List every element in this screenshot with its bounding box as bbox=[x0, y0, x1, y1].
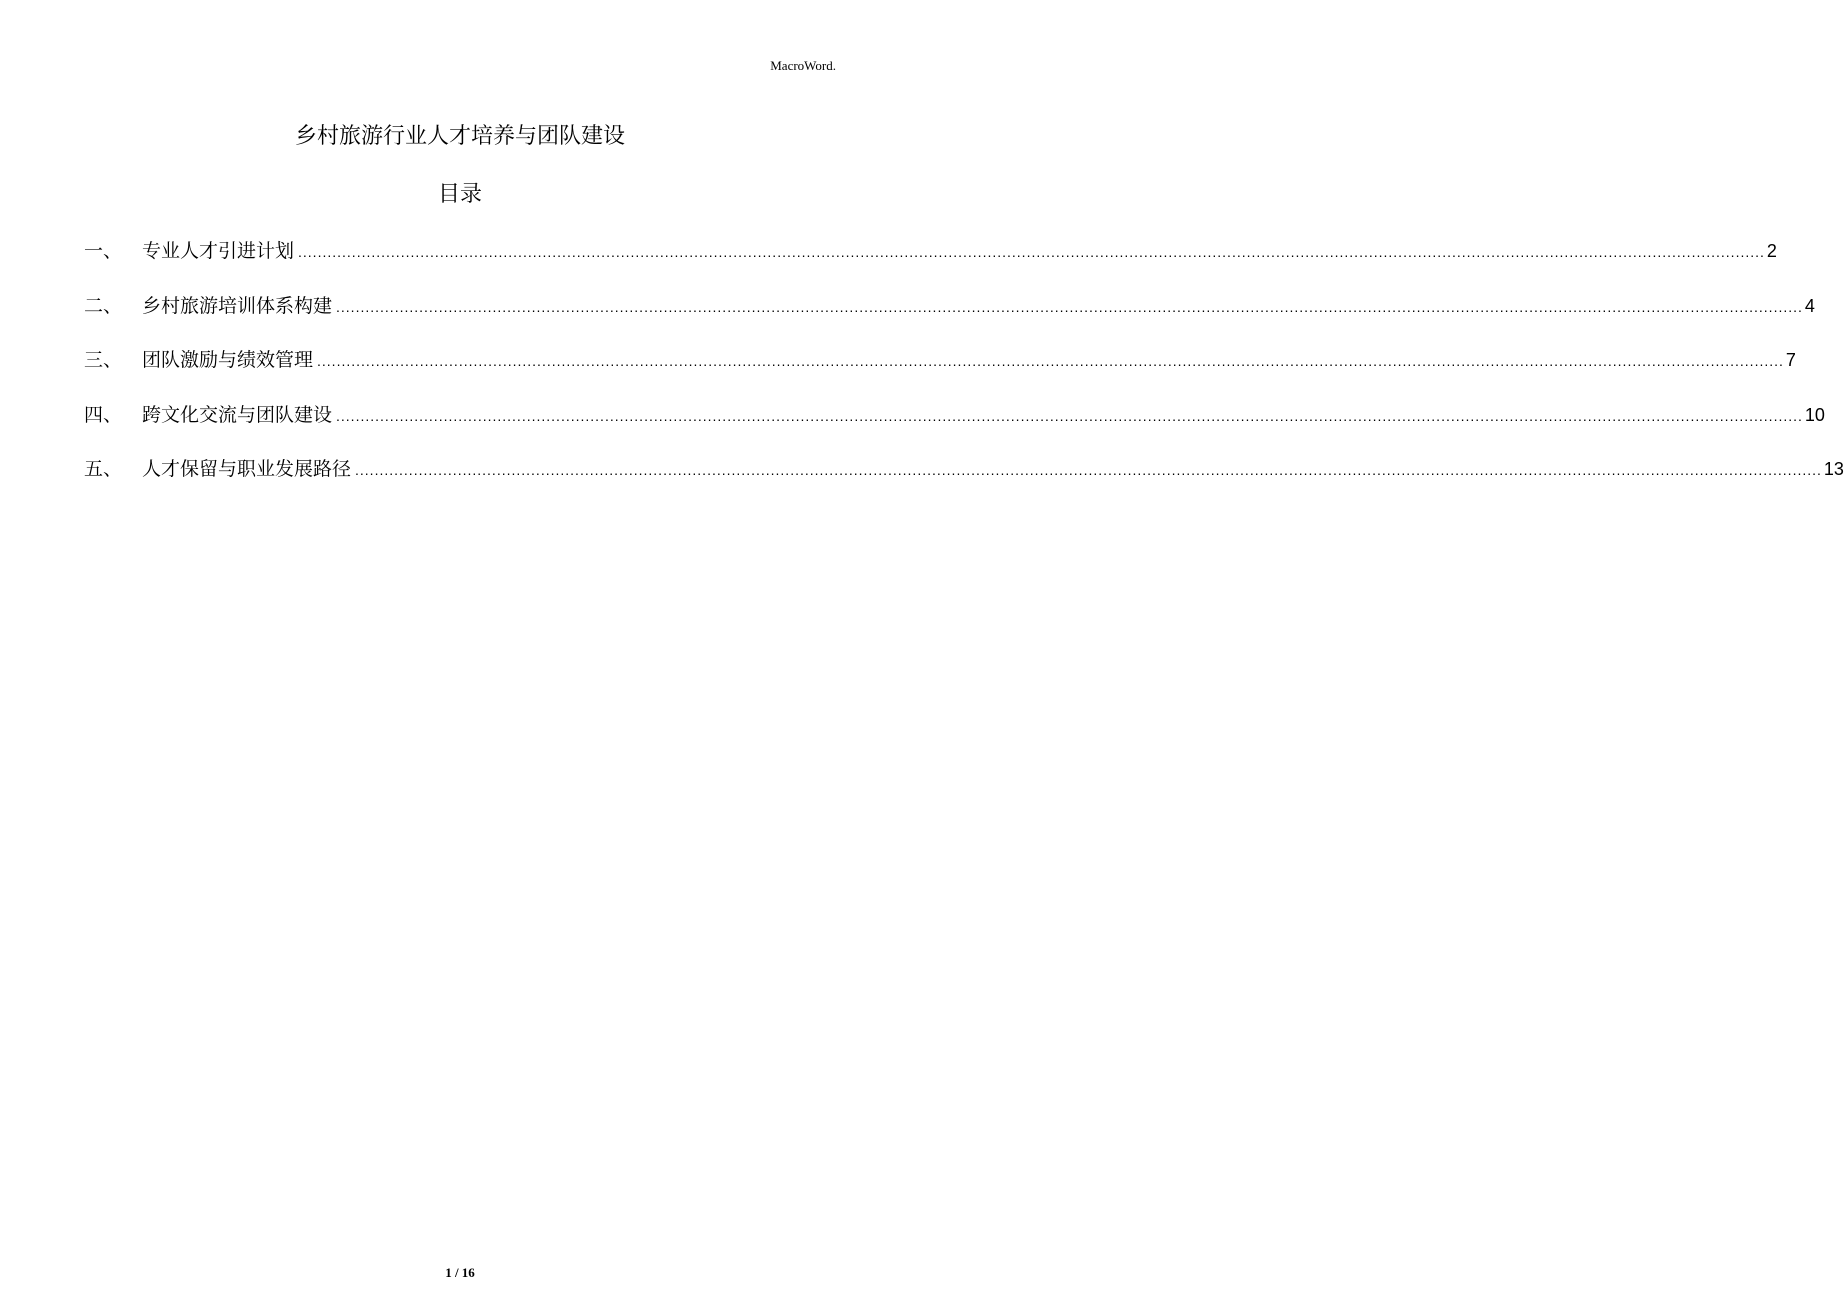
page-header: MacroWord. bbox=[770, 58, 836, 73]
toc-entry-number: 四、 bbox=[84, 403, 123, 426]
toc-entry-number: 二、 bbox=[84, 294, 123, 317]
toc-entry-page: 10 bbox=[1804, 404, 1825, 425]
page-footer: 1 / 16 bbox=[445, 1265, 475, 1280]
document-title: 乡村旅游行业人才培养与团队建设 bbox=[294, 124, 625, 149]
toc-entry-text: 人才保留与职业发展路径 bbox=[142, 458, 352, 480]
toc-entry-text: 跨文化交流与团队建设 bbox=[142, 403, 333, 426]
toc-leader-dots: ............................................................................................................................................................................................................................................................................................................ bbox=[298, 244, 1765, 260]
toc-leader-dots: ............................................................................................................................................................................................................................................................................................................ bbox=[336, 298, 1803, 315]
toc-entry[interactable] bbox=[84, 452, 1844, 507]
table-of-contents bbox=[84, 234, 1844, 507]
toc-entry-text: 专业人才引进计划 bbox=[142, 240, 295, 262]
toc-title: 目录 bbox=[437, 182, 482, 207]
toc-entry-number: 三、 bbox=[84, 349, 123, 371]
toc-entry-number: 一、 bbox=[84, 240, 123, 262]
toc-entry-page: 2 bbox=[1766, 241, 1777, 261]
toc-entry[interactable] bbox=[84, 289, 1815, 344]
toc-entry[interactable] bbox=[84, 343, 1796, 398]
toc-leader-dots: ............................................................................................................................................................................................................................................................................................................ bbox=[336, 407, 1803, 424]
toc-entry-text: 乡村旅游培训体系构建 bbox=[142, 294, 333, 317]
toc-entry[interactable] bbox=[84, 234, 1777, 289]
toc-leader-dots: ............................................................................................................................................................................................................................................................................................................ bbox=[355, 462, 1822, 478]
toc-leader-dots: ............................................................................................................................................................................................................................................................................................................ bbox=[317, 353, 1784, 369]
toc-entry-text: 团队激励与绩效管理 bbox=[142, 349, 314, 371]
toc-entry-page: 13 bbox=[1823, 459, 1844, 479]
toc-entry[interactable] bbox=[84, 398, 1825, 453]
toc-entry-page: 4 bbox=[1804, 295, 1815, 316]
toc-entry-page: 7 bbox=[1785, 350, 1796, 370]
toc-entry-number: 五、 bbox=[84, 458, 123, 480]
